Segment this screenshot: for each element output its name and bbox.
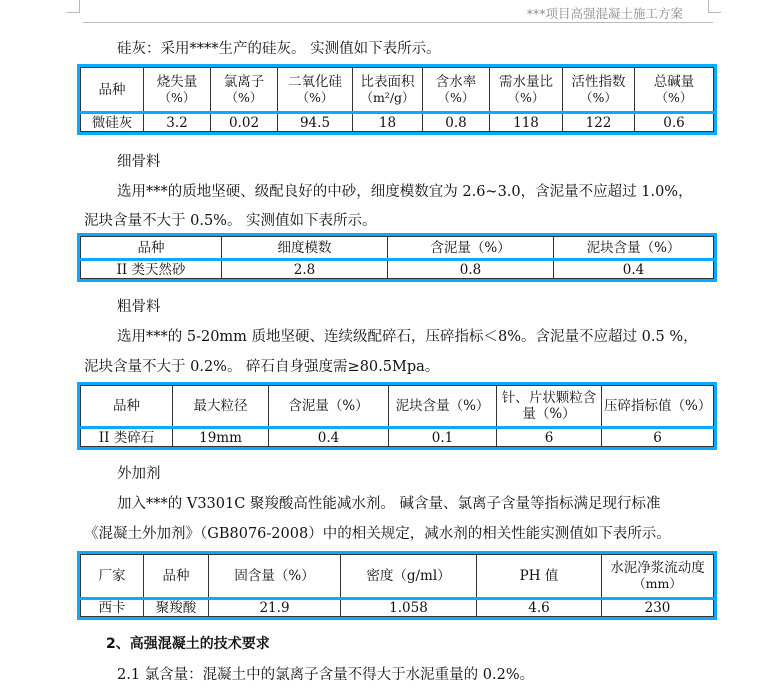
table-cell: 微硅灰: [81, 113, 144, 132]
header-cell: 厂家: [81, 555, 144, 599]
table-row: [81, 599, 714, 617]
table-cell: 0.02: [211, 113, 278, 132]
header-cell: 活性指数 （%）: [563, 68, 635, 113]
table-cell: 230: [602, 599, 714, 617]
header-cell: 最大粒径: [173, 386, 269, 428]
header-cell: 含泥量（%）: [269, 386, 389, 428]
table-header-row: [81, 68, 714, 113]
fine-aggregate-table: [77, 233, 717, 282]
table-cell: 0.4: [269, 428, 389, 447]
table-cell: 1.058: [341, 599, 477, 617]
table-cell: 3.2: [144, 113, 211, 132]
table-cell: 94.5: [278, 113, 353, 132]
header-cell: 泥块含量（%）: [389, 386, 497, 428]
fine-aggregate-heading: 细骨料: [117, 154, 161, 170]
crop-mark-right: [708, 0, 721, 13]
header-cell: 含水率 （%）: [423, 68, 490, 113]
coarse-aggregate-paragraph-cont: 泥块含量不大于 0.2%。 碎石自身强度需≥80.5Mpa。: [84, 359, 440, 375]
table-cell: 0.6: [635, 113, 714, 132]
table-row: [81, 113, 714, 132]
table-header-row: [81, 237, 714, 260]
admixture-paragraph: 加入***的 V3301C 聚羧酸高性能减水剂。 碱含量、氯离子含量等指标满足现行标准: [117, 496, 661, 512]
header-cell: 品种: [144, 555, 209, 599]
header-cell: 固含量（%）: [209, 555, 341, 599]
table-cell: 0.8: [423, 113, 490, 132]
silica-fume-table: [77, 64, 717, 135]
coarse-aggregate-table: [77, 382, 717, 450]
silica-fume-paragraph: 硅灰：采用****生产的硅灰。 实测值如下表所示。: [117, 41, 441, 57]
coarse-aggregate-heading: 粗骨料: [117, 299, 161, 315]
chloride-paragraph: 2.1 氯含量：混凝土中的氯离子含量不得大于水泥重量的 0.2%。: [117, 667, 535, 683]
table-cell: 0.8: [388, 260, 554, 279]
page-header: [0, 0, 779, 24]
fine-aggregate-paragraph-cont: 泥块含量不大于 0.5%。 实测值如下表所示。: [84, 213, 377, 229]
table-row: [81, 260, 714, 279]
header-cell: 二氧化硅 （%）: [278, 68, 353, 113]
header-cell: 泥块含量（%）: [554, 237, 714, 260]
header-cell: 氯离子 （%）: [211, 68, 278, 113]
table-cell: 4.6: [477, 599, 602, 617]
table-cell: 21.9: [209, 599, 341, 617]
table-cell: 6: [602, 428, 714, 447]
crop-mark-left: [67, 0, 80, 13]
header-cell: 含泥量（%）: [388, 237, 554, 260]
header-cell: 针、片状颗粒含 量（%）: [497, 386, 602, 428]
header-title: ***项目高强混凝土施工方案: [526, 6, 683, 21]
table-cell: 聚羧酸: [144, 599, 209, 617]
table-cell: 19mm: [173, 428, 269, 447]
header-cell: 需水量比 （%）: [490, 68, 563, 113]
section-heading: 2、高强混凝土的技术要求: [106, 636, 270, 652]
table-cell: 122: [563, 113, 635, 132]
fine-aggregate-paragraph: 选用***的质地坚硬、级配良好的中砂，细度模数宜为 2.6~3.0，含泥量不应超过 1.0%，: [117, 184, 693, 200]
table-cell: 18: [353, 113, 423, 132]
table-header-row: [81, 386, 714, 428]
header-cell: 密度（g/ml）: [341, 555, 477, 599]
header-cell: 品种: [81, 68, 144, 113]
table-cell: II 类天然砂: [81, 260, 222, 279]
table-header-row: [81, 555, 714, 599]
table-cell: 0.4: [554, 260, 714, 279]
table-cell: II 类碎石: [81, 428, 173, 447]
header-cell: 水泥净浆流动度 （mm）: [602, 555, 714, 599]
table-cell: 2.8: [222, 260, 388, 279]
coarse-aggregate-paragraph: 选用***的 5-20mm 质地坚硬、连续级配碎石，压碎指标＜8%。含泥量不应超过 0.5 %，: [117, 329, 698, 345]
table-cell: 6: [497, 428, 602, 447]
admixture-table: [77, 551, 717, 620]
header-cell: 比表面积 （m²/g）: [353, 68, 423, 113]
admixture-paragraph-cont: 《混凝土外加剂》（GB8076-2008）中的相关规定，减水剂的相关性能实测值如下表所示。: [84, 526, 671, 542]
header-cell: 烧失量 （%）: [144, 68, 211, 113]
header-rule: [83, 22, 713, 23]
admixture-heading: 外加剂: [117, 466, 161, 482]
header-cell: 总碱量 （%）: [635, 68, 714, 113]
table-cell: 118: [490, 113, 563, 132]
table-cell: 0.1: [389, 428, 497, 447]
header-cell: 压碎指标值（%）: [602, 386, 714, 428]
header-cell: 细度模数: [222, 237, 388, 260]
header-cell: 品种: [81, 237, 222, 260]
header-cell: 品种: [81, 386, 173, 428]
header-cell: PH 值: [477, 555, 602, 599]
table-cell: 西卡: [81, 599, 144, 617]
table-row: [81, 428, 714, 447]
